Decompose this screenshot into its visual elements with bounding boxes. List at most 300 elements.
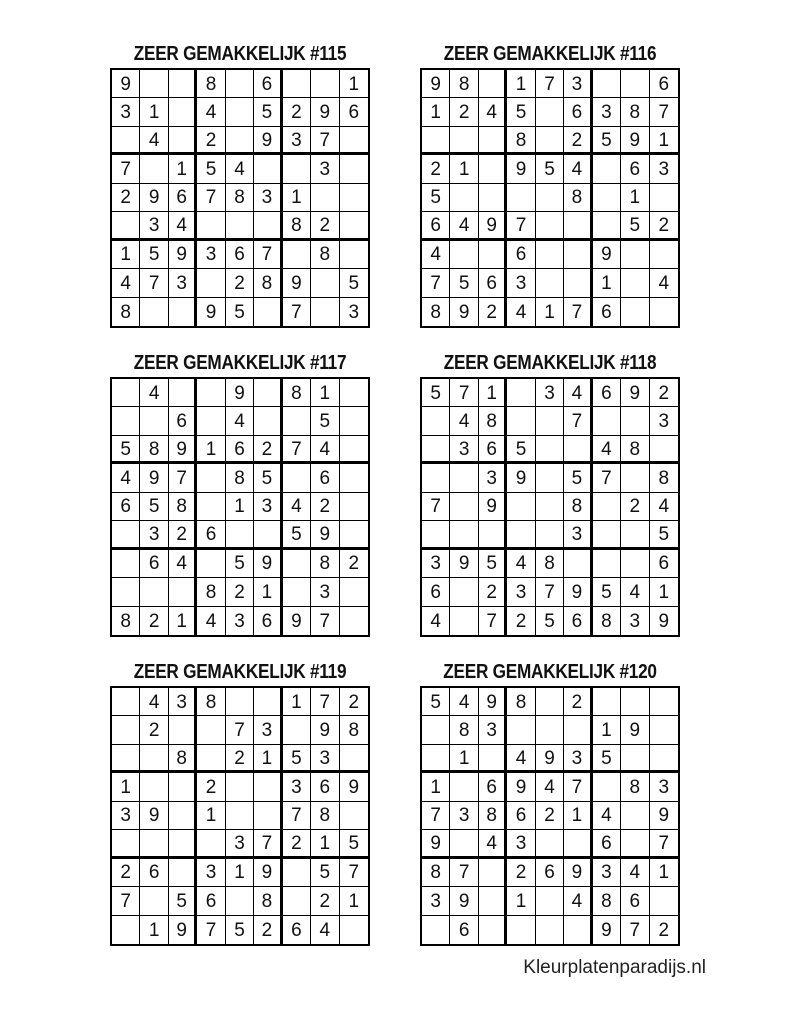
sudoku-cell: 7 (450, 859, 478, 887)
sudoku-cell (593, 407, 621, 435)
sudoku-cell: 9 (593, 241, 621, 269)
sudoku-cell (479, 745, 507, 773)
sudoku-cell: 9 (169, 916, 197, 944)
sudoku-cell: 7 (169, 464, 197, 492)
sudoku-cell (564, 269, 592, 297)
sudoku-cell: 1 (422, 773, 450, 801)
sudoku-cell: 4 (422, 607, 450, 635)
sudoku-cell: 6 (593, 830, 621, 858)
sudoku-cell (254, 521, 282, 549)
sudoku-cell: 3 (621, 607, 649, 635)
sudoku-cell (169, 802, 197, 830)
sudoku-cell: 7 (422, 802, 450, 830)
sudoku-cell (450, 493, 478, 521)
sudoku-cell (536, 127, 564, 155)
sudoku-grid (110, 377, 370, 637)
sudoku-cell: 3 (169, 269, 197, 297)
sudoku-cell (283, 716, 311, 744)
sudoku-cell (593, 155, 621, 183)
sudoku-cell: 5 (226, 916, 254, 944)
sudoku-cell: 2 (507, 607, 535, 635)
sudoku-cell: 7 (564, 407, 592, 435)
sudoku-cell: 9 (507, 464, 535, 492)
sudoku-cell: 2 (283, 98, 311, 126)
sudoku-cell (226, 127, 254, 155)
sudoku-cell (112, 550, 140, 578)
sudoku-cell: 4 (593, 436, 621, 464)
sudoku-cell: 2 (226, 578, 254, 606)
sudoku-cell: 3 (650, 407, 678, 435)
sudoku-cell (564, 830, 592, 858)
sudoku-cell: 1 (169, 607, 197, 635)
sudoku-cell (311, 70, 339, 98)
sudoku-cell: 5 (340, 269, 368, 297)
sudoku-cell: 4 (140, 379, 168, 407)
sudoku-cell: 5 (254, 464, 282, 492)
sudoku-cell (536, 716, 564, 744)
sudoku-cell (422, 464, 450, 492)
sudoku-cell (507, 493, 535, 521)
sudoku-cell (169, 578, 197, 606)
sudoku-cell (536, 887, 564, 915)
sudoku-cell: 1 (340, 70, 368, 98)
sudoku-cell (169, 379, 197, 407)
sudoku-cell (254, 773, 282, 801)
sudoku-cell (254, 379, 282, 407)
sudoku-cell: 5 (536, 155, 564, 183)
sudoku-cell (169, 716, 197, 744)
sudoku-cell: 1 (311, 379, 339, 407)
sudoku-cell: 7 (536, 578, 564, 606)
sudoku-cell: 8 (140, 436, 168, 464)
sudoku-cell: 6 (593, 379, 621, 407)
sudoku-cell: 1 (197, 802, 225, 830)
sudoku-cell (283, 155, 311, 183)
sudoku-cell: 3 (254, 716, 282, 744)
sudoku-cell (226, 70, 254, 98)
sudoku-cell: 5 (112, 436, 140, 464)
sudoku-cell: 2 (621, 493, 649, 521)
sudoku-cell: 4 (479, 98, 507, 126)
sudoku-cell: 1 (650, 578, 678, 606)
sudoku-cell: 4 (507, 298, 535, 326)
sudoku-cell: 2 (422, 155, 450, 183)
sudoku-cell: 8 (311, 550, 339, 578)
sudoku-cell: 2 (507, 859, 535, 887)
sudoku-cell: 6 (254, 70, 282, 98)
sudoku-cell (254, 155, 282, 183)
sudoku-cell: 4 (226, 407, 254, 435)
sudoku-cell: 6 (311, 773, 339, 801)
sudoku-cell: 3 (536, 379, 564, 407)
sudoku-cell (593, 688, 621, 716)
sudoku-grid (110, 686, 370, 946)
sudoku-cell: 3 (254, 493, 282, 521)
sudoku-cell: 7 (283, 802, 311, 830)
sudoku-cell (197, 464, 225, 492)
sudoku-cell: 9 (197, 298, 225, 326)
sudoku-cell: 5 (564, 464, 592, 492)
sudoku-cell (536, 464, 564, 492)
sudoku-cell: 3 (564, 521, 592, 549)
sudoku-cell: 3 (140, 212, 168, 240)
sudoku-cell (593, 521, 621, 549)
sudoku-cell: 6 (197, 887, 225, 915)
sudoku-cell: 6 (564, 98, 592, 126)
sudoku-cell (112, 379, 140, 407)
sudoku-cell: 8 (340, 716, 368, 744)
sudoku-cell: 8 (564, 184, 592, 212)
sudoku-cell: 1 (169, 155, 197, 183)
sudoku-cell: 4 (650, 493, 678, 521)
sudoku-cell (479, 859, 507, 887)
sudoku-cell (197, 212, 225, 240)
sudoku-cell: 7 (226, 716, 254, 744)
sudoku-cell: 3 (254, 184, 282, 212)
sudoku-cell (479, 184, 507, 212)
sudoku-cell (340, 241, 368, 269)
sudoku-cell: 2 (564, 127, 592, 155)
sudoku-cell: 9 (479, 688, 507, 716)
sudoku-cell (450, 521, 478, 549)
sudoku-cell: 3 (507, 578, 535, 606)
sudoku-cell (197, 379, 225, 407)
sudoku-cell (507, 916, 535, 944)
sudoku-cell: 6 (479, 436, 507, 464)
sudoku-cell (340, 184, 368, 212)
sudoku-cell: 3 (311, 578, 339, 606)
sudoku-cell (621, 521, 649, 549)
sudoku-cell: 5 (621, 212, 649, 240)
sudoku-cell: 5 (311, 859, 339, 887)
sudoku-cell: 8 (536, 550, 564, 578)
sudoku-cell: 9 (450, 887, 478, 915)
sudoku-cell (254, 212, 282, 240)
sudoku-cell: 9 (564, 578, 592, 606)
sudoku-cell: 6 (422, 212, 450, 240)
sudoku-cell: 3 (564, 745, 592, 773)
sudoku-cell: 5 (422, 184, 450, 212)
puzzle-title: ZEER GEMAKKELIJK #117 (133, 352, 347, 374)
sudoku-cell (564, 550, 592, 578)
sudoku-cell: 2 (112, 184, 140, 212)
sudoku-cell: 6 (112, 493, 140, 521)
sudoku-cell (283, 70, 311, 98)
sudoku-cell: 2 (536, 802, 564, 830)
sudoku-cell: 3 (197, 241, 225, 269)
sudoku-cell (450, 607, 478, 635)
sudoku-cell (479, 155, 507, 183)
sudoku-cell: 7 (197, 916, 225, 944)
sudoku-cell: 3 (169, 688, 197, 716)
sudoku-cell: 2 (450, 98, 478, 126)
sudoku-cell (311, 298, 339, 326)
sudoku-cell: 2 (254, 436, 282, 464)
sudoku-cell: 4 (450, 212, 478, 240)
sudoku-cell: 2 (226, 745, 254, 773)
sudoku-cell: 4 (621, 859, 649, 887)
sudoku-cell: 5 (169, 887, 197, 915)
sudoku-cell (564, 916, 592, 944)
sudoku-cell (650, 436, 678, 464)
sudoku-cell: 5 (340, 830, 368, 858)
sudoku-cell: 5 (140, 241, 168, 269)
sudoku-cell (650, 298, 678, 326)
sudoku-cell (593, 493, 621, 521)
sudoku-cell (340, 802, 368, 830)
sudoku-cell (340, 212, 368, 240)
sudoku-cell: 4 (169, 212, 197, 240)
sudoku-cell: 4 (140, 688, 168, 716)
sudoku-cell: 4 (422, 241, 450, 269)
sudoku-cell: 8 (169, 493, 197, 521)
sudoku-cell (197, 493, 225, 521)
sudoku-cell (340, 379, 368, 407)
sudoku-cell: 3 (311, 155, 339, 183)
sudoku-cell: 4 (507, 550, 535, 578)
sudoku-cell: 4 (169, 550, 197, 578)
sudoku-cell (536, 241, 564, 269)
puzzle-title: ZEER GEMAKKELIJK #116 (443, 43, 657, 65)
sudoku-cell: 8 (507, 688, 535, 716)
sudoku-cell: 2 (140, 607, 168, 635)
sudoku-cell (479, 916, 507, 944)
sudoku-cell: 9 (283, 607, 311, 635)
sudoku-cell (340, 464, 368, 492)
sudoku-cell (340, 127, 368, 155)
sudoku-cell (479, 887, 507, 915)
sudoku-cell (169, 98, 197, 126)
sudoku-cell (450, 184, 478, 212)
sudoku-cell (197, 716, 225, 744)
sudoku-cell (422, 745, 450, 773)
sudoku-cell (479, 241, 507, 269)
sudoku-cell: 8 (507, 127, 535, 155)
sudoku-cell: 4 (536, 773, 564, 801)
sudoku-cell (140, 887, 168, 915)
sudoku-cell: 2 (479, 578, 507, 606)
sudoku-cell (197, 830, 225, 858)
sudoku-cell (422, 521, 450, 549)
sudoku-cell (340, 745, 368, 773)
sudoku-cell: 8 (197, 578, 225, 606)
sudoku-cell (507, 379, 535, 407)
sudoku-cell (621, 745, 649, 773)
sudoku-cell: 6 (169, 407, 197, 435)
sudoku-cell: 7 (507, 212, 535, 240)
sudoku-cell: 3 (507, 269, 535, 297)
sudoku-cell: 6 (564, 607, 592, 635)
sudoku-cell: 6 (507, 802, 535, 830)
sudoku-cell: 8 (621, 773, 649, 801)
sudoku-cell (507, 407, 535, 435)
sudoku-cell: 9 (658, 610, 670, 632)
sudoku-cell: 6 (197, 521, 225, 549)
sudoku-cell: 4 (311, 916, 339, 944)
sudoku-cell (283, 859, 311, 887)
sudoku-cell (450, 773, 478, 801)
sudoku-cell: 2 (311, 212, 339, 240)
sudoku-cell (140, 407, 168, 435)
sudoku-cell: 9 (340, 773, 368, 801)
sudoku-cell (197, 407, 225, 435)
sudoku-cell (112, 578, 140, 606)
sudoku-cell: 2 (658, 919, 670, 941)
sudoku-cell: 1 (254, 578, 282, 606)
sudoku-cell: 9 (593, 916, 621, 944)
sudoku-cell (536, 830, 564, 858)
sudoku-cell: 2 (311, 493, 339, 521)
sudoku-cell: 9 (169, 241, 197, 269)
sudoku-cell: 3 (450, 436, 478, 464)
sudoku-cell: 5 (311, 407, 339, 435)
sudoku-cell (254, 298, 282, 326)
sudoku-cell (593, 773, 621, 801)
sudoku-cell: 1 (507, 70, 535, 98)
sudoku-cell: 9 (621, 379, 649, 407)
sudoku-cell (140, 578, 168, 606)
sudoku-cell: 1 (283, 184, 311, 212)
sudoku-cell (340, 407, 368, 435)
sudoku-cell (226, 773, 254, 801)
sudoku-cell: 9 (621, 127, 649, 155)
sudoku-cell (169, 859, 197, 887)
sudoku-cell: 2 (650, 379, 678, 407)
sudoku-cell: 6 (226, 436, 254, 464)
sudoku-cell (283, 550, 311, 578)
sudoku-cell: 9 (507, 773, 535, 801)
sudoku-cell: 4 (226, 155, 254, 183)
sudoku-cell: 8 (112, 607, 140, 635)
sudoku-cell (564, 436, 592, 464)
sudoku-cell: 5 (593, 127, 621, 155)
sudoku-cell: 2 (564, 688, 592, 716)
sudoku-cell: 7 (311, 127, 339, 155)
sudoku-cell: 6 (650, 70, 678, 98)
sudoku-cell: 7 (536, 70, 564, 98)
sudoku-cell (650, 688, 678, 716)
sudoku-cell: 3 (479, 464, 507, 492)
sudoku-cell (650, 745, 678, 773)
sudoku-cell: 5 (226, 298, 254, 326)
sudoku-cell: 8 (283, 379, 311, 407)
sudoku-cell (650, 716, 678, 744)
sudoku-cell: 3 (450, 802, 478, 830)
sudoku-cell: 6 (422, 578, 450, 606)
sudoku-cell: 5 (507, 436, 535, 464)
sudoku-cell: 5 (536, 607, 564, 635)
sudoku-cell: 9 (507, 155, 535, 183)
sudoku-cell: 6 (621, 155, 649, 183)
sudoku-cell: 4 (650, 269, 678, 297)
sudoku-cell: 3 (226, 830, 254, 858)
sudoku-cell: 6 (340, 98, 368, 126)
sudoku-cell (650, 887, 678, 915)
sudoku-cell (112, 745, 140, 773)
sudoku-cell: 8 (621, 436, 649, 464)
sudoku-cell (507, 521, 535, 549)
sudoku-cell: 1 (311, 830, 339, 858)
sudoku-cell (197, 550, 225, 578)
sudoku-cell (650, 241, 678, 269)
sudoku-cell (621, 550, 649, 578)
sudoku-cell: 8 (593, 887, 621, 915)
sudoku-cell (140, 745, 168, 773)
sudoku-cell (340, 578, 368, 606)
sudoku-cell: 1 (536, 298, 564, 326)
sudoku-cell: 4 (593, 802, 621, 830)
sudoku-cell: 9 (450, 298, 478, 326)
sudoku-cell (536, 98, 564, 126)
sudoku-cell: 7 (650, 98, 678, 126)
sudoku-cell: 4 (197, 607, 225, 635)
sudoku-cell: 2 (650, 212, 678, 240)
sudoku-cell: 6 (450, 916, 478, 944)
sudoku-cell (112, 830, 140, 858)
sudoku-cell: 9 (479, 212, 507, 240)
sudoku-cell: 6 (479, 269, 507, 297)
sudoku-cell: 4 (311, 436, 339, 464)
sudoku-cell (340, 607, 368, 635)
sudoku-cell: 9 (254, 859, 282, 887)
sudoku-grid (420, 377, 680, 637)
sudoku-cell (140, 70, 168, 98)
sudoku-cell: 4 (621, 578, 649, 606)
sudoku-cell: 1 (507, 887, 535, 915)
sudoku-cell: 1 (226, 493, 254, 521)
sudoku-cell: 2 (479, 298, 507, 326)
sudoku-cell: 1 (450, 155, 478, 183)
sudoku-cell: 3 (226, 607, 254, 635)
sudoku-cell (621, 298, 649, 326)
sudoku-cell: 8 (479, 407, 507, 435)
sudoku-cell (450, 127, 478, 155)
sudoku-cell (621, 830, 649, 858)
sudoku-cell: 7 (564, 298, 592, 326)
sudoku-cell: 3 (422, 550, 450, 578)
sudoku-cell: 9 (450, 550, 478, 578)
sudoku-cell (564, 241, 592, 269)
sudoku-cell: 4 (283, 493, 311, 521)
sudoku-cell: 7 (254, 830, 282, 858)
sudoku-cell: 6 (536, 859, 564, 887)
sudoku-cell: 9 (254, 550, 282, 578)
sudoku-cell: 1 (650, 127, 678, 155)
sudoku-cell: 5 (140, 493, 168, 521)
sudoku-cell (621, 241, 649, 269)
sudoku-cell: 4 (450, 688, 478, 716)
sudoku-cell (283, 241, 311, 269)
sudoku-cell (536, 916, 564, 944)
sudoku-cell (536, 493, 564, 521)
sudoku-cell (226, 802, 254, 830)
sudoku-cell: 8 (197, 688, 225, 716)
sudoku-cell: 6 (311, 464, 339, 492)
sudoku-cell (283, 407, 311, 435)
sudoku-cell: 5 (197, 155, 225, 183)
sudoku-grid (110, 68, 370, 328)
sudoku-cell: 5 (283, 521, 311, 549)
sudoku-cell: 8 (254, 269, 282, 297)
sudoku-cell: 2 (140, 716, 168, 744)
sudoku-cell: 6 (226, 241, 254, 269)
sudoku-cell (112, 407, 140, 435)
sudoku-cell (536, 184, 564, 212)
sudoku-cell: 2 (311, 887, 339, 915)
sudoku-cell: 7 (340, 859, 368, 887)
sudoku-cell (340, 493, 368, 521)
sudoku-cell: 8 (564, 493, 592, 521)
